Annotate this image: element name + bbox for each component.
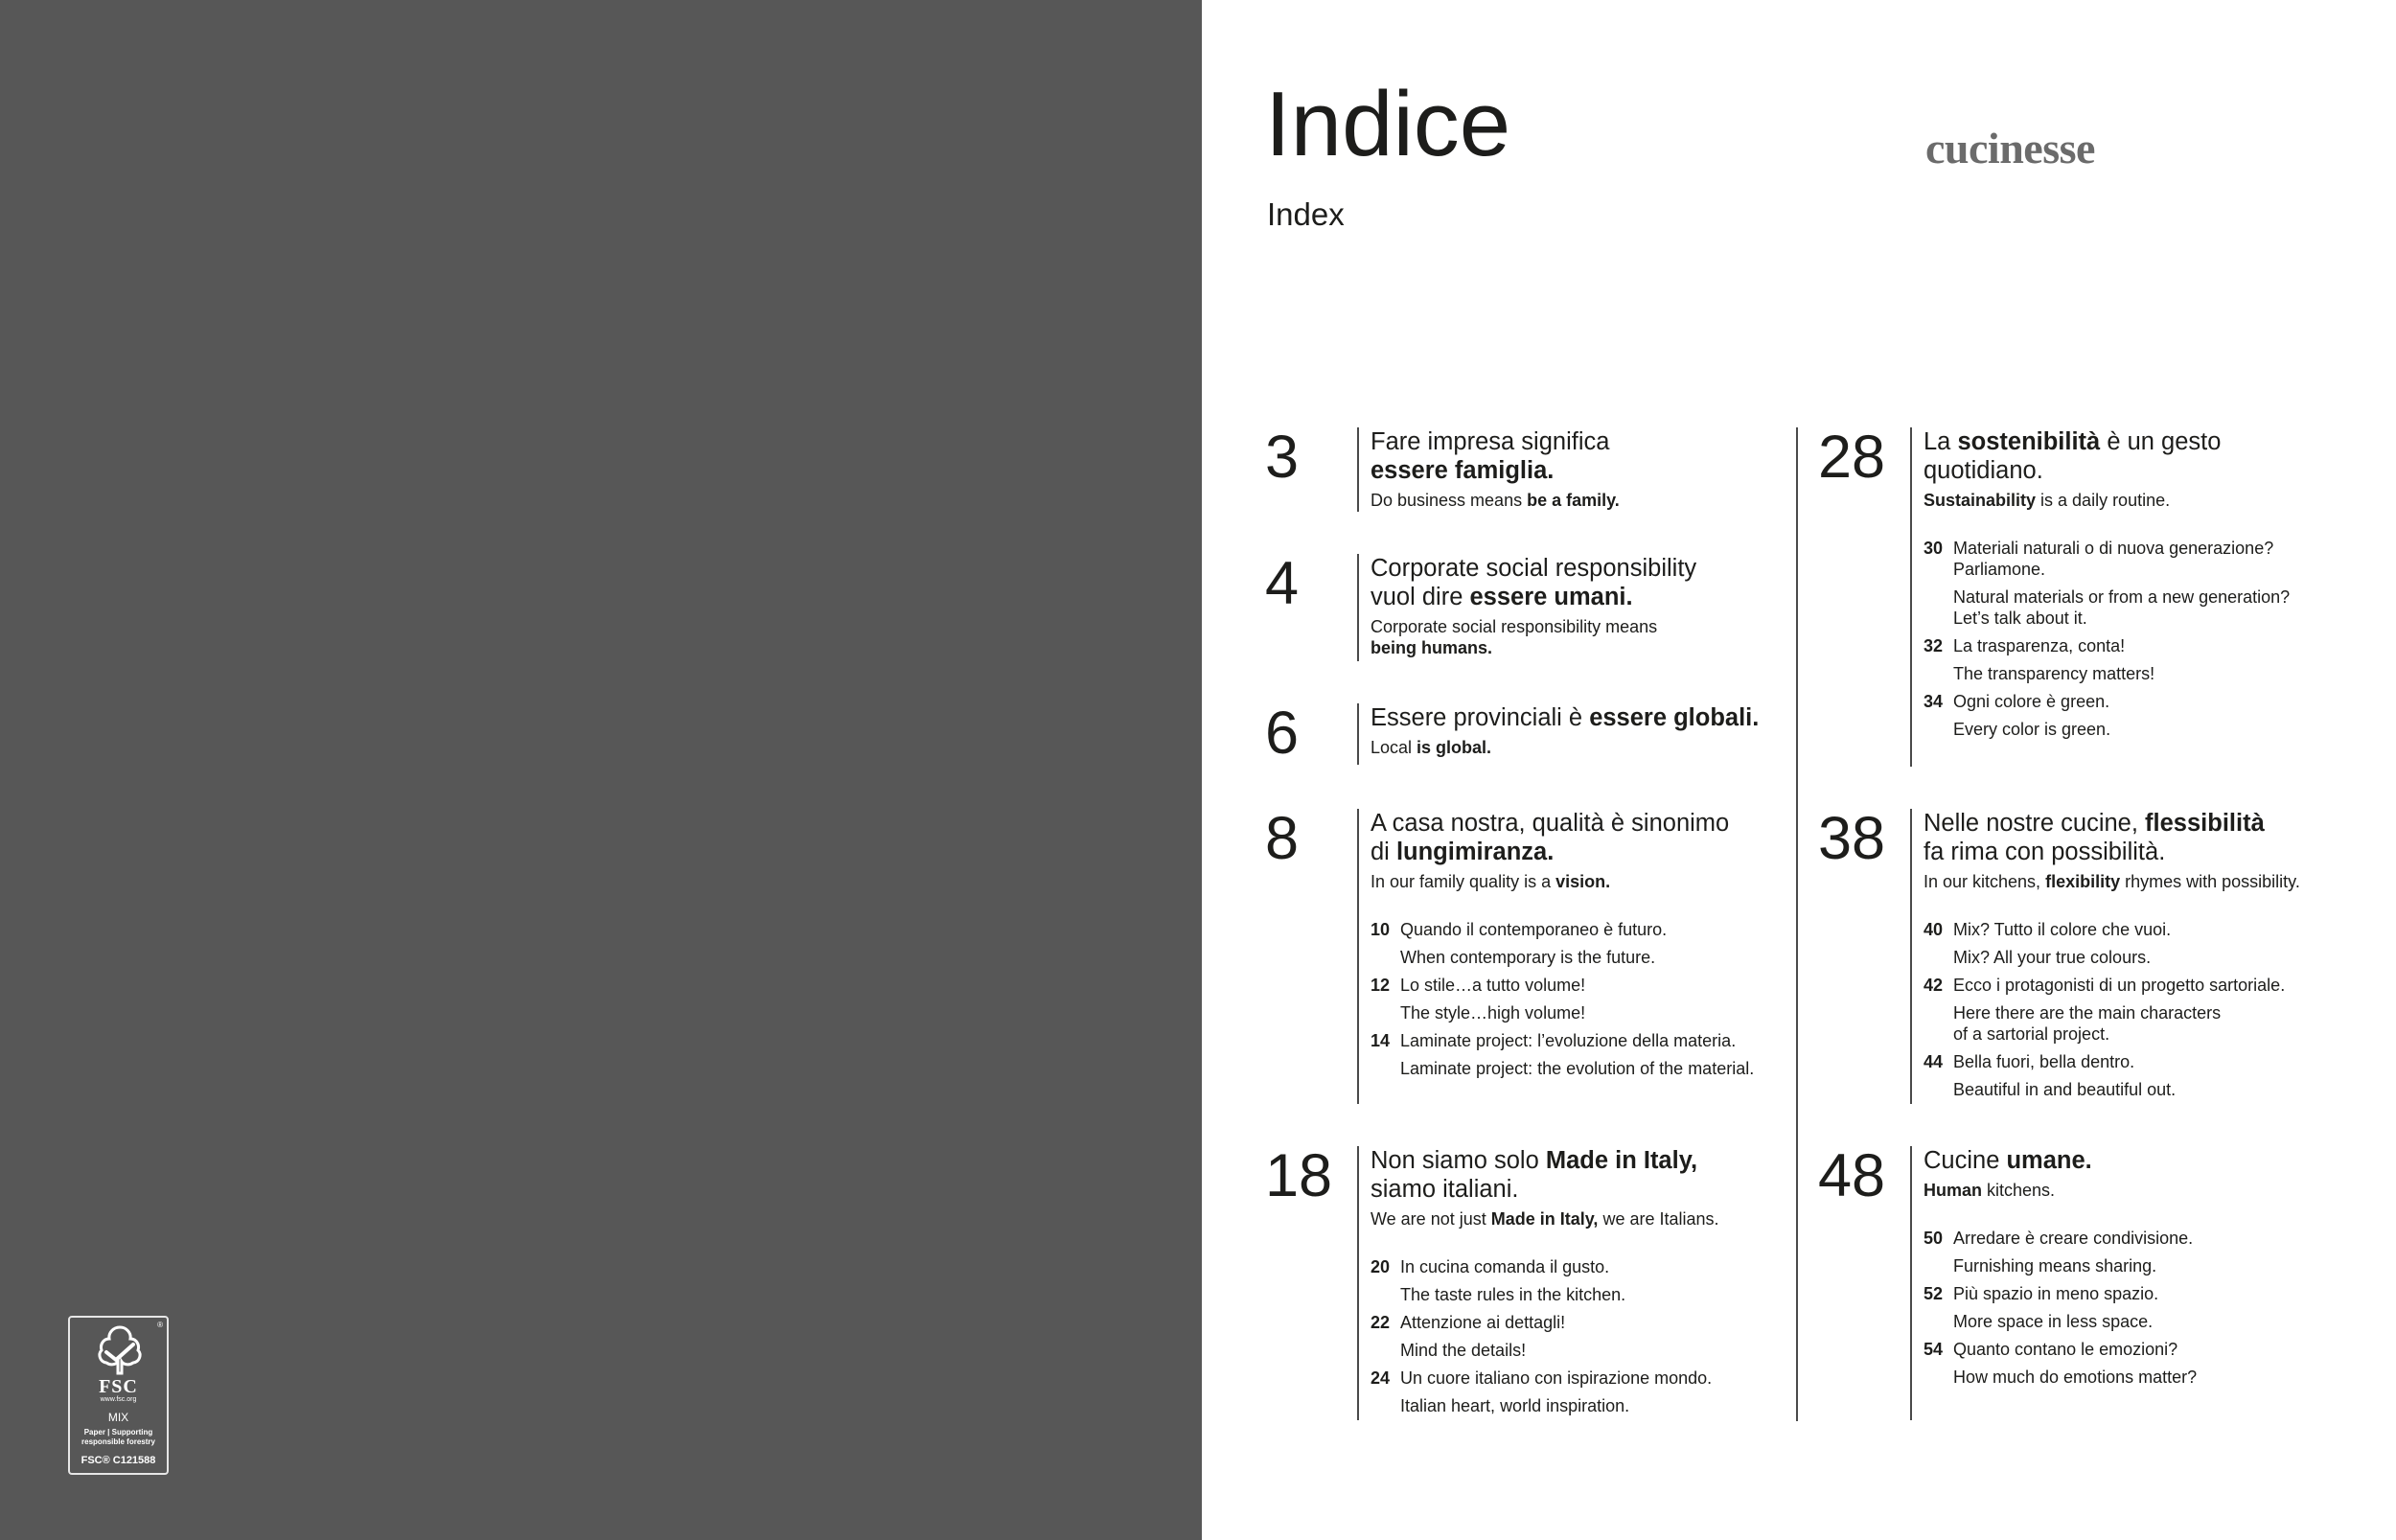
section-description xyxy=(1924,871,2364,892)
emphasis-text: umane. xyxy=(2006,1147,2092,1174)
section-title xyxy=(1371,554,1811,611)
emphasis-text: being humans. xyxy=(1371,638,1493,657)
subsection-title-en: When contemporary is the future. xyxy=(1400,948,1656,967)
subsection-item[interactable] xyxy=(1924,635,2364,684)
subsection-item[interactable] xyxy=(1924,975,2364,1045)
subsection-item[interactable] xyxy=(1924,1228,2364,1276)
emphasis-text: Sustainability xyxy=(1924,491,2037,510)
subsection-title-en: The style…high volume! xyxy=(1400,1003,1586,1023)
section-description xyxy=(1371,616,1811,658)
text-run: vuol dire xyxy=(1371,584,1470,610)
subsection-title-en: Here there are the main characters of a sartorial project. xyxy=(1953,1003,2222,1044)
emphasis-text: Made in Italy, xyxy=(1490,1209,1599,1229)
subsection-title-en: More space in less space. xyxy=(1953,1312,2154,1331)
emphasis-text: essere umani. xyxy=(1469,584,1633,610)
text-run: fa rima con possibilità. xyxy=(1924,839,2166,865)
section-title xyxy=(1924,427,2364,485)
subsection-page-number: 32 xyxy=(1924,636,1944,655)
text-run: Nelle nostre cucine, xyxy=(1924,810,2146,837)
section-rule xyxy=(1357,427,1359,512)
section-page-number: 4 xyxy=(1265,550,1300,617)
section-title xyxy=(1371,427,1811,485)
text-run: A casa nostra, qualità è sinonimo xyxy=(1371,810,1730,837)
section-page-number: 28 xyxy=(1818,424,1886,491)
subsection-text xyxy=(1400,1312,1811,1361)
subsection-title-en: The taste rules in the kitchen. xyxy=(1400,1285,1626,1304)
subsection-title-en: Natural materials or from a new generation? Let’s talk about it. xyxy=(1953,587,2291,628)
subsection-item[interactable] xyxy=(1371,1368,1811,1416)
emphasis-text: Human xyxy=(1924,1181,1983,1200)
text-run: di xyxy=(1371,839,1396,865)
section-body xyxy=(1924,427,2364,747)
section-description xyxy=(1371,1208,1811,1230)
section-description xyxy=(1371,490,1811,511)
subsection-list xyxy=(1924,538,2364,740)
subsection-title-it: Bella fuori, bella dentro. xyxy=(1953,1052,2135,1071)
subsection-title-it: Attenzione ai dettagli! xyxy=(1400,1313,1566,1332)
text-run: Cucine xyxy=(1924,1147,2007,1174)
subsection-item[interactable] xyxy=(1924,691,2364,740)
section-page-number: 48 xyxy=(1818,1142,1886,1209)
section-body xyxy=(1371,554,1811,658)
subsection-page-number: 14 xyxy=(1371,1031,1391,1050)
section-page-number: 8 xyxy=(1265,805,1300,872)
subsection-item[interactable] xyxy=(1924,538,2364,629)
subsection-title-en: Italian heart, world inspiration. xyxy=(1400,1396,1630,1415)
section-page-number: 38 xyxy=(1818,805,1886,872)
section-description xyxy=(1371,737,1811,758)
text-run: Essere provinciali è xyxy=(1371,704,1590,731)
emphasis-text: is global. xyxy=(1417,738,1492,757)
subsection-text xyxy=(1953,975,2364,1045)
section-page-number: 6 xyxy=(1265,700,1300,767)
subsection-text xyxy=(1400,1030,1811,1079)
section-description xyxy=(1371,871,1811,892)
subsection-title-en: Mix? All your true colours. xyxy=(1953,948,2152,967)
subsection-text xyxy=(1953,1051,2364,1100)
subsection-title-en: The transparency matters! xyxy=(1953,664,2155,683)
subsection-list xyxy=(1924,919,2364,1100)
subsection-title-it: Materiali naturali o di nuova generazione? Parliamone. xyxy=(1953,539,2274,579)
subsection-title-it: Ecco i protagonisti di un progetto sartoriale. xyxy=(1953,976,2286,995)
subsection-page-number: 34 xyxy=(1924,692,1944,711)
section-body xyxy=(1924,1146,2364,1394)
subsection-page-number: 12 xyxy=(1371,976,1391,995)
section-rule xyxy=(1910,1146,1912,1420)
subsection-title-it: Quando il contemporaneo è futuro. xyxy=(1400,920,1668,939)
fsc-license-code: FSC® C121588 xyxy=(81,1455,156,1466)
section-description xyxy=(1924,1180,2364,1201)
emphasis-text: sostenibilità xyxy=(1957,428,2101,455)
subsection-page-number: 44 xyxy=(1924,1052,1944,1071)
subsection-text xyxy=(1400,919,1811,968)
text-run: we are Italians. xyxy=(1598,1209,1719,1229)
subsection-title-it: Arredare è creare condivisione. xyxy=(1953,1229,2194,1248)
section-title xyxy=(1924,809,2364,866)
fsc-description: Paper | Supporting responsible forestry xyxy=(81,1428,155,1446)
text-run: In our family quality is a xyxy=(1371,872,1556,891)
subsection-page-number: 22 xyxy=(1371,1313,1391,1332)
fsc-badge xyxy=(68,1316,169,1475)
emphasis-text: vision. xyxy=(1555,872,1611,891)
subsection-item[interactable] xyxy=(1371,975,1811,1023)
subsection-list xyxy=(1371,919,1811,1079)
subsection-page-number: 52 xyxy=(1924,1284,1944,1303)
emphasis-text: flessibilità xyxy=(2145,810,2265,837)
subsection-title-it: Laminate project: l’evoluzione della materia. xyxy=(1400,1031,1737,1050)
subsection-page-number: 24 xyxy=(1371,1368,1391,1388)
section-body xyxy=(1371,703,1811,758)
text-run: rhymes with possibility. xyxy=(2120,872,2300,891)
text-run: Corporate social responsibility means xyxy=(1371,617,1658,636)
text-run: Non siamo solo xyxy=(1371,1147,1546,1174)
subsection-text xyxy=(1400,1256,1811,1305)
text-run: In our kitchens, xyxy=(1924,872,2046,891)
emphasis-text: flexibility xyxy=(2045,872,2121,891)
subsection-title-en: Laminate project: the evolution of the material. xyxy=(1400,1059,1755,1078)
section-page-number: 3 xyxy=(1265,424,1300,491)
text-run: We are not just xyxy=(1371,1209,1491,1229)
section-rule xyxy=(1357,1146,1359,1420)
subsection-text xyxy=(1953,691,2364,740)
emphasis-text: be a family. xyxy=(1527,491,1620,510)
text-run: Corporate social responsibility xyxy=(1371,555,1697,582)
subsection-page-number: 50 xyxy=(1924,1229,1944,1248)
subsection-list xyxy=(1371,1256,1811,1416)
subsection-title-it: La trasparenza, conta! xyxy=(1953,636,2126,655)
subsection-item[interactable] xyxy=(1371,1256,1811,1305)
subsection-list xyxy=(1924,1228,2364,1388)
brand-logo: cucinesse xyxy=(1925,124,2095,172)
subsection-title-it: In cucina comanda il gusto. xyxy=(1400,1257,1610,1276)
section-title xyxy=(1371,809,1811,866)
fsc-tree-icon xyxy=(89,1323,150,1377)
subsection-title-it: Lo stile…a tutto volume! xyxy=(1400,976,1586,995)
text-run: La xyxy=(1924,428,1958,455)
section-body xyxy=(1371,427,1811,511)
subsection-page-number: 42 xyxy=(1924,976,1944,995)
subsection-text xyxy=(1400,975,1811,1023)
section-title xyxy=(1371,703,1811,732)
subsection-title-it: Un cuore italiano con ispirazione mondo. xyxy=(1400,1368,1713,1388)
subsection-item[interactable] xyxy=(1371,1030,1811,1079)
text-run: is a daily routine. xyxy=(2036,491,2171,510)
subsection-item[interactable] xyxy=(1924,919,2364,968)
subsection-text xyxy=(1953,1283,2364,1332)
subsection-title-en: Beautiful in and beautiful out. xyxy=(1953,1080,2177,1099)
subsection-title-en: How much do emotions matter? xyxy=(1953,1368,2198,1387)
text-run: Do business means xyxy=(1371,491,1528,510)
subsection-page-number: 20 xyxy=(1371,1257,1391,1276)
subsection-item[interactable] xyxy=(1371,919,1811,968)
section-page-number: 18 xyxy=(1265,1142,1333,1209)
section-title xyxy=(1371,1146,1811,1204)
text-run: kitchens. xyxy=(1982,1181,2056,1200)
section-body xyxy=(1371,809,1811,1086)
subsection-text xyxy=(1953,538,2364,629)
emphasis-text: lungimiranza. xyxy=(1395,839,1555,865)
fsc-mix-label: MIX xyxy=(107,1411,129,1424)
section-rule xyxy=(1357,809,1359,1104)
subsection-item[interactable] xyxy=(1924,1283,2364,1332)
subsection-title-en: Every color is green. xyxy=(1953,720,2111,739)
subsection-page-number: 10 xyxy=(1371,920,1391,939)
section-body xyxy=(1371,1146,1811,1423)
subsection-title-it: Mix? Tutto il colore che vuoi. xyxy=(1953,920,2172,939)
subsection-title-it: Quanto contano le emozioni? xyxy=(1953,1340,2178,1359)
section-title xyxy=(1924,1146,2364,1175)
fsc-registered-mark: ® xyxy=(157,1321,163,1329)
text-run: è un gesto xyxy=(2100,428,2222,455)
section-rule xyxy=(1910,809,1912,1104)
subsection-item[interactable] xyxy=(1924,1051,2364,1100)
emphasis-text: Made in Italy, xyxy=(1545,1147,1698,1174)
section-description xyxy=(1924,490,2364,511)
subsection-text xyxy=(1953,635,2364,684)
subsection-text xyxy=(1953,1339,2364,1388)
text-run: quotidiano. xyxy=(1924,457,2043,484)
subsection-title-en: Furnishing means sharing. xyxy=(1953,1256,2157,1276)
subsection-text xyxy=(1953,919,2364,968)
section-rule xyxy=(1910,427,1912,767)
section-rule xyxy=(1357,703,1359,765)
section-rule xyxy=(1357,554,1359,661)
text-run: siamo italiani. xyxy=(1371,1176,1519,1203)
emphasis-text: essere globali. xyxy=(1589,704,1760,731)
page-subtitle: Index xyxy=(1267,196,1345,232)
subsection-text xyxy=(1400,1368,1811,1416)
subsection-page-number: 40 xyxy=(1924,920,1944,939)
subsection-page-number: 54 xyxy=(1924,1340,1944,1359)
fsc-wordmark: FSC xyxy=(99,1376,138,1397)
section-body xyxy=(1924,809,2364,1107)
subsection-text xyxy=(1953,1228,2364,1276)
subsection-item[interactable] xyxy=(1924,1339,2364,1388)
text-run: Fare impresa significa xyxy=(1371,428,1610,455)
subsection-title-it: Ogni colore è green. xyxy=(1953,692,2110,711)
subsection-title-it: Più spazio in meno spazio. xyxy=(1953,1284,2159,1303)
fsc-website: www.fsc.org xyxy=(100,1396,137,1403)
subsection-title-en: Mind the details! xyxy=(1400,1341,1527,1360)
subsection-item[interactable] xyxy=(1371,1312,1811,1361)
subsection-page-number: 30 xyxy=(1924,539,1944,558)
text-run: Local xyxy=(1371,738,1417,757)
page-title: Indice xyxy=(1265,73,1511,175)
emphasis-text: essere famiglia. xyxy=(1371,457,1555,484)
